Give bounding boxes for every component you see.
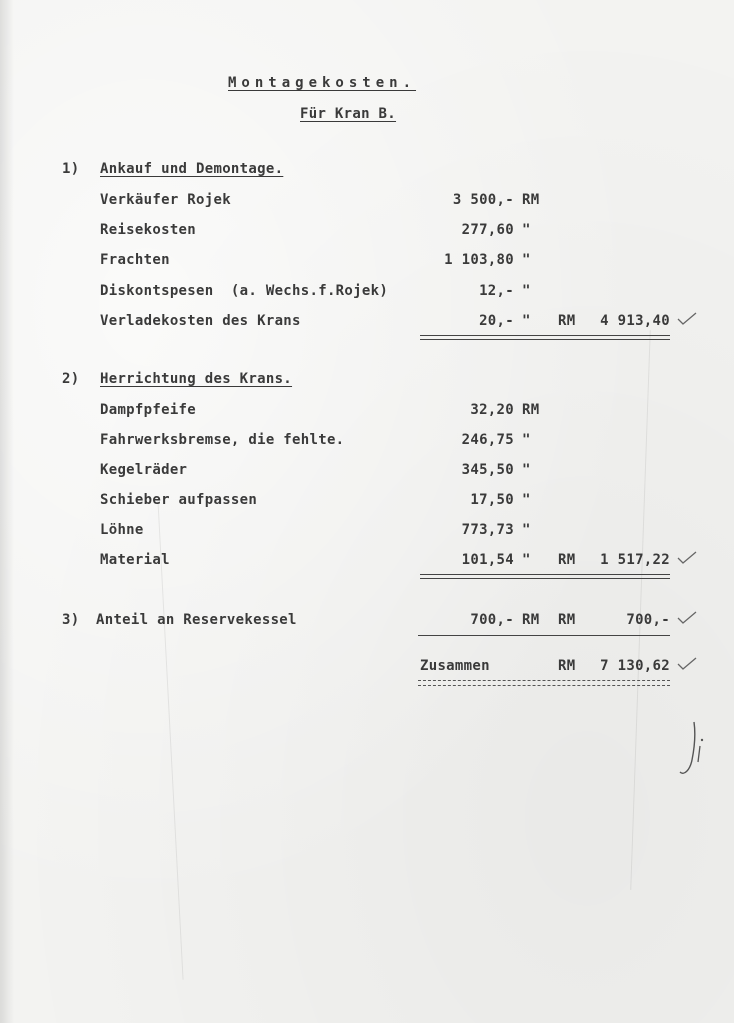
subtotal-rule — [420, 574, 670, 579]
item-unit: RM — [522, 612, 540, 628]
check-mark-icon — [676, 549, 698, 565]
grand-total-double-rule — [418, 680, 670, 686]
item-amount: 277,60 — [461, 222, 514, 238]
item-unit: " — [522, 252, 531, 268]
section-heading: Herrichtung des Krans. — [100, 371, 293, 387]
grand-total-label: Zusammen — [420, 658, 490, 674]
item-unit: " — [522, 552, 531, 568]
item-unit: RM — [522, 192, 540, 208]
item-amount: 1 103,80 — [444, 252, 514, 268]
item-label: Schieber aufpassen — [100, 492, 258, 508]
item-label: Dampfpfeife — [100, 402, 197, 418]
section-heading: Ankauf und Demontage. — [100, 161, 284, 177]
check-mark-icon — [676, 655, 698, 671]
item-amount: 17,50 — [470, 492, 514, 508]
item-amount: 3 500,- — [452, 192, 514, 208]
item-unit: " — [522, 462, 531, 478]
section-total-unit: RM — [558, 552, 576, 568]
section-total-unit: RM — [558, 612, 576, 628]
item-amount: 20,- — [479, 313, 514, 329]
item-label: Diskontspesen (a. Wechs.f.Rojek) — [100, 283, 389, 299]
item-unit: " — [522, 313, 531, 329]
check-mark-icon — [676, 609, 698, 625]
section-number: 2) — [62, 371, 80, 387]
document-title: Montagekosten. — [228, 75, 417, 91]
item-amount: 12,- — [479, 283, 514, 299]
section-number: 1) — [62, 161, 80, 177]
item-amount: 101,54 — [461, 552, 514, 568]
paper-edge-shadow — [0, 0, 14, 1023]
item-label: Fahrwerksbremse, die fehlte. — [100, 432, 345, 448]
item-amount: 345,50 — [461, 462, 514, 478]
item-amount: 32,20 — [470, 402, 514, 418]
item-label: Anteil an Reservekessel — [96, 612, 297, 628]
handwritten-initials — [676, 716, 716, 780]
subtotal-rule — [420, 335, 670, 340]
item-unit: " — [522, 522, 531, 538]
item-amount: 700,- — [470, 612, 514, 628]
section-total-unit: RM — [558, 313, 576, 329]
item-unit: " — [522, 492, 531, 508]
item-unit: " — [522, 283, 531, 299]
section-number: 3) — [62, 612, 80, 628]
document-subtitle: Für Kran B. — [300, 106, 397, 122]
item-amount: 773,73 — [461, 522, 514, 538]
grand-total-value: 7 130,62 — [600, 658, 670, 674]
item-unit: " — [522, 432, 531, 448]
subtotal-rule — [418, 635, 670, 636]
item-label: Kegelräder — [100, 462, 188, 478]
check-mark-icon — [676, 310, 698, 326]
item-unit: " — [522, 222, 531, 238]
item-label: Reisekosten — [100, 222, 197, 238]
item-amount: 246,75 — [461, 432, 514, 448]
grand-total-unit: RM — [558, 658, 576, 674]
item-label: Verkäufer Rojek — [100, 192, 231, 208]
section-total: 4 913,40 — [600, 313, 670, 329]
section-total: 1 517,22 — [600, 552, 670, 568]
item-label: Frachten — [100, 252, 170, 268]
section-total: 700,- — [626, 612, 670, 628]
item-label: Material — [100, 552, 170, 568]
item-label: Verladekosten des Krans — [100, 313, 301, 329]
item-label: Löhne — [100, 522, 144, 538]
item-unit: RM — [522, 402, 540, 418]
